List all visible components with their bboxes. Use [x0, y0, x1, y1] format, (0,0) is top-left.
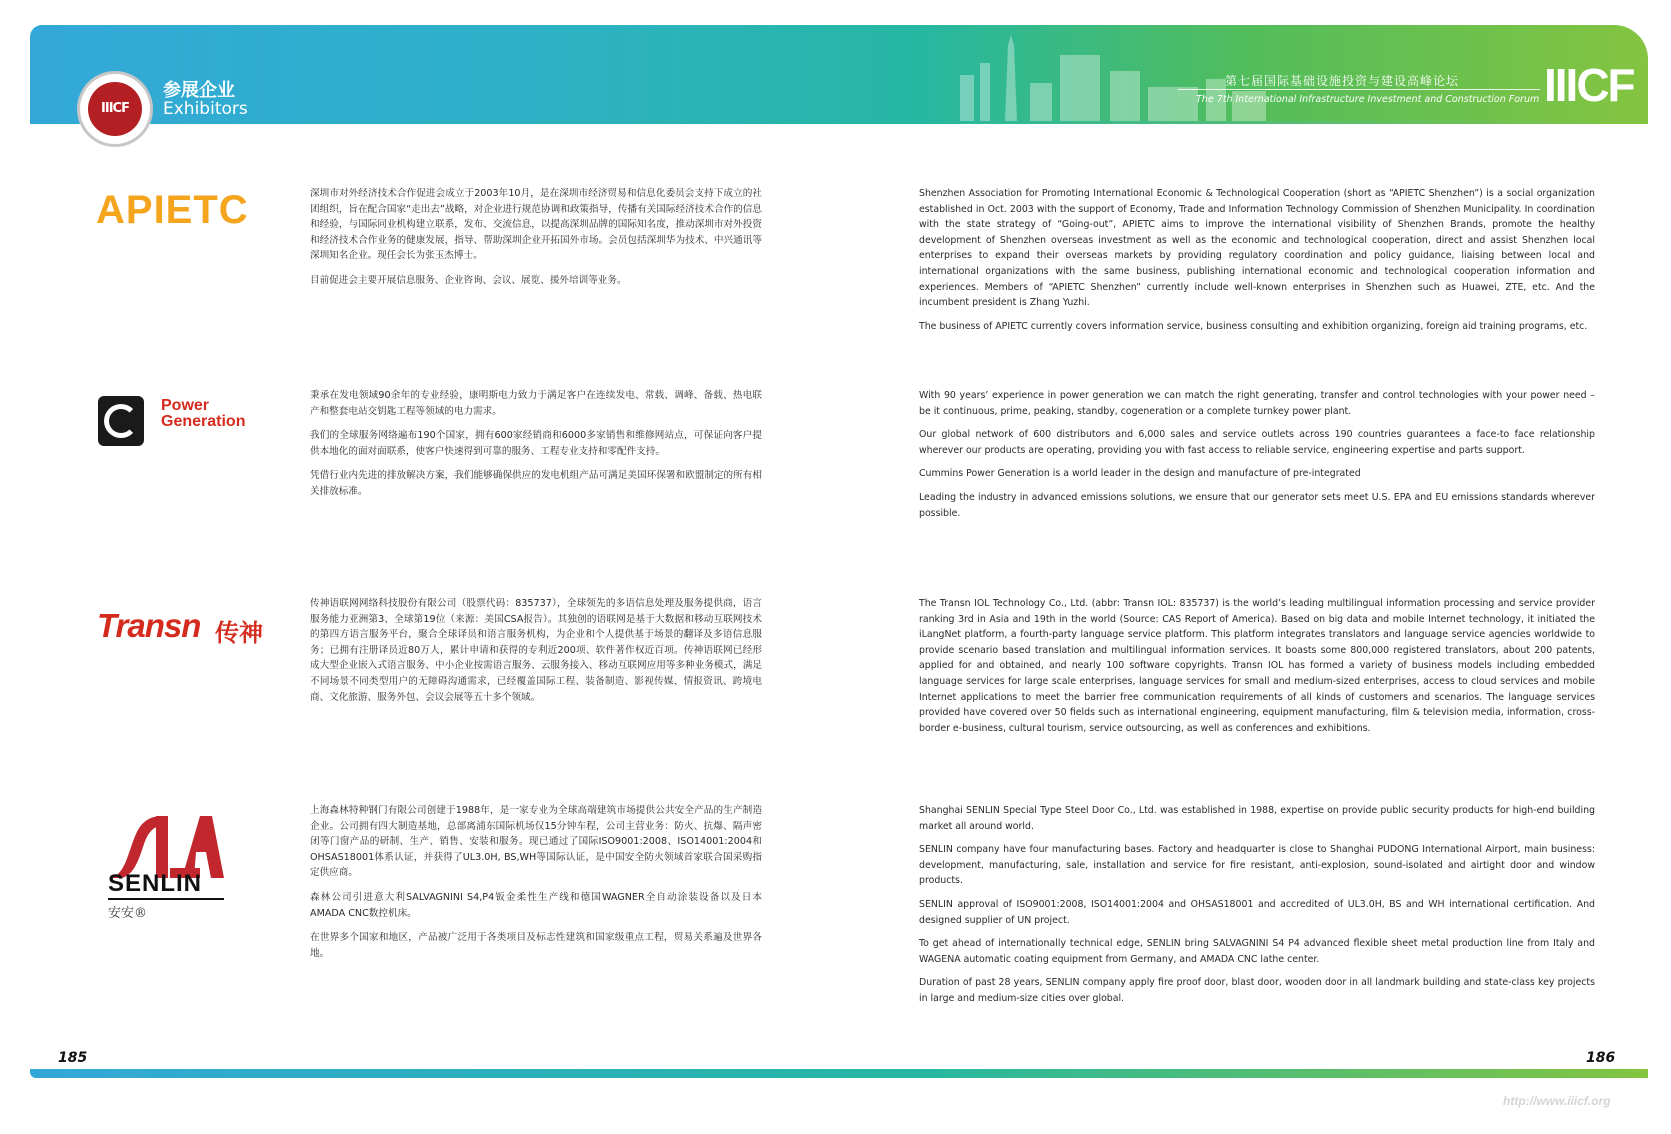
cummins-logo-mark — [98, 396, 144, 446]
page-number-right: 186 — [1586, 1050, 1616, 1066]
paragraph: SENLIN approval of ISO9001:2008, ISO14001:2004 and OHSAS18001 and accredited of UL3.0H, BS and WH international certification. And designed supplier of UN project. — [919, 898, 1595, 926]
paragraph: 深圳市对外经济技术合作促进会成立于2003年10月，是在深圳市经济贸易和信息化委员会支持下成立的社团组织，旨在配合国家“走出去”战略，对企业进行规范协调和政策指导，传播有关国际经济技术合作的信息和经验，与国际同业机构建立联系，发布、交流信息，以提高深圳品牌的国际知名度，推动深圳市对外投资和经济技术合作业务的健康发展，指导、帮助深圳企业开拓国外市场。会员包括深圳华为技术、中兴通讯等深圳知名企业。现任会长为张玉杰博士。 — [310, 188, 762, 262]
brand-logo-text: IIICF — [1544, 59, 1634, 111]
paragraph: 上海森林特种钢门有限公司创建于1988年，是一家专业为全球高端建筑市场提供公共安全产品的生产制造企业。公司拥有四大制造基地，总部离浦东国际机场仅15分钟车程，公司主营业务：防火、抗爆、隔声密闭等门窗产品的研制、生产、销售、安装和服务。现已通过了国际ISO9001:2008、ISO14001:2004和OHSAS18001体系认证，并获得了UL3.0H, BS,WH等国际认证，是中国安全防火领域首家联合国采购指定供应商。 — [310, 805, 762, 879]
paragraph: SENLIN company have four manufacturing bases. Factory and headquarter is close to Shanghai PUDONG International Airport, main business: development, manufacturing, sale, installation and service for fire resistant, anti-explosion, sound-isolated and airtight door and window products. — [919, 844, 1595, 887]
page-number-left: 185 — [58, 1050, 88, 1066]
senlin-description-cn — [310, 803, 762, 970]
paragraph: 我们的全球服务网络遍布190个国家，拥有600家经销商和6000多家销售和维修网站点，可保证向客户提供本地化的面对面联系，使客户快速得到可靠的服务、工程专业支持和零配件支持。 — [310, 430, 762, 457]
header-underline — [30, 121, 1648, 124]
senlin-logo: SENLIN — [108, 870, 203, 897]
section-title-en: Exhibitors — [163, 99, 248, 119]
paragraph: 凭借行业内先进的排放解决方案，我们能够确保供应的发电机组产品可满足美国环保署和欧盟制定的所有相关排放标准。 — [310, 470, 762, 497]
power-generation-logo — [161, 398, 245, 430]
paragraph: Leading the industry in advanced emissions solutions, we ensure that our generator sets meet U.S. EPA and EU emissions standards wherever possible. — [919, 491, 1595, 519]
paragraph: 在世界多个国家和地区，产品被广泛用于各类项目及标志性建筑和国家级重点工程，贸易关系遍及世界各地。 — [310, 932, 762, 959]
cummins-description-cn — [310, 388, 762, 509]
forum-title-cn: 第七届国际基础设施投资与建设高峰论坛 — [1225, 74, 1460, 88]
city-skyline-graphic — [950, 25, 1270, 121]
iiicf-badge-logo — [80, 74, 150, 144]
senlin-description-en — [919, 803, 1595, 1015]
paragraph: Duration of past 28 years, SENLIN company apply fire proof door, blast door, wooden door in all landmark building and state-class key projects in large and medium-size cities over global. — [919, 977, 1595, 1004]
paragraph: Shenzhen Association for Promoting International Economic & Technological Cooperation (short as “APIETC Shenzhen”) is a social organization established in Oct. 2003 with the support of Economy, Trade and Information Technology Commission of Shenzhen Municipality. In coordination with the state strategy of “Going-out”, APIETC aims to improve the international visibility of Shenzhen Brands, promote the healthy development of Shenzhen overseas investment as well as the economic and technological cooperation, direct and assist Shenzhen local enterprises to expand their overseas markets by providing regulatory coordination and policy guidance, liaising between local and international organizations with the same business, publishing international economic and technological cooperation information and experiences. Members of “APIETC Shenzhen” currently include well-known enterprises in Shenzhen such as Huawei, ZTE, etc. And the incumbent president is Zhang Yuzhi. — [919, 188, 1595, 309]
apietc-description-cn — [310, 186, 762, 298]
paragraph: 森林公司引进意大利SALVAGNINI S4,P4钣金柔性生产线和德国WAGNER全自动涂装设备以及日本AMADA CNC数控机床。 — [310, 891, 762, 919]
senlin-logo-cn: 安安® — [108, 906, 148, 921]
footer-url[interactable]: http://www.iiicf.org — [1503, 1094, 1611, 1108]
paragraph: Shanghai SENLIN Special Type Steel Door Co., Ltd. was established in 1988, expertise on provide public security products for high-end building market all around world. — [919, 805, 1595, 832]
paragraph: 目前促进会主要开展信息服务、企业咨询、会议、展览、援外培训等业务。 — [310, 274, 627, 286]
transn-description-cn — [310, 596, 762, 714]
paragraph: Our global network of 600 distributors and 6,000 sales and service outlets across 190 countries guarantees a face-to face relationship wherever our products are operating, providing you with fast access to reliable service, engineering expertise and parts support. — [919, 429, 1595, 456]
paragraph: 传神语联网网络科技股份有限公司（股票代码：835737），全球领先的多语信息处理及服务提供商，语言服务能力亚洲第3、全球第19位（来源：美国CSA报告）。其独创的语联网是基于大数据和移动互联网技术的第四方语言服务平台，聚合全球译员和语言服务机构，为企业和个人提供基于场景的翻译及多语信息服务；已拥有注册译员近80万人，累计申请和获得的专利近200项、软件著作权近百项。传神语联网已经形成大型企业嵌入式语言服务、中小企业按需语言服务、云服务接入、移动互联网应用等多种业务模式，满足不同场景不同类型用户的无障碍沟通需求，已经覆盖国际工程、装备制造、影视传媒、情报资讯、跨境电商、文化旅游、服务外包、会议会展等五十多个领域。 — [310, 598, 762, 703]
paragraph: 秉承在发电领域90余年的专业经验，康明斯电力致力于满足客户在连续发电、常载、调峰、备载、热电联产和整套电站交钥匙工程等领域的电力需求。 — [310, 390, 762, 417]
apietc-logo: APIETC — [96, 188, 249, 232]
paragraph: To get ahead of internationally technical edge, SENLIN bring SALVAGNINI S4 P4 advanced flexible sheet metal production line from Italy and WAGENA automatic coating equipment from Germany, and AMADA CNC lathe center. — [919, 938, 1595, 965]
logo-word: Power — [161, 397, 210, 414]
badge-text: IIICF — [101, 101, 129, 116]
transn-logo: Transn — [97, 607, 201, 644]
apietc-description-en — [919, 186, 1595, 342]
cummins-description-en — [919, 388, 1595, 529]
forum-title-en: The 7th International Infrastructure Investment and Construction Forum — [1196, 94, 1540, 105]
paragraph: The Transn IOL Technology Co., Ltd. (abbr: Transn IOL: 835737) is the world’s leading multilingual information processing and service provider ranking 3rd in Asia and 19th in the world (Source: CAS Report of America). Based on big data and mobile Internet technology, it initiated the iLangNet platform, a fourth-party language service platform. This platform integrates translators and language service agencies worldwide to provide scenario based translation and multilingual information services. It boasts some 800,000 registered translators, about 200 patents, applied for and obtained, and nearly 100 software copyrights. Transn IOL has formed a variety of business models including embedded language services for large scale enterprises, language services for small and medium-sized enterprises, access to cloud services and mobile Internet applications to meet the barrier free communication requirements of all kinds of customers and scenarios. The language services provided have covered over 50 fields such as international engineering, equipment manufacturing, film & television media, information, cross-border e-business, cultural tourism, service outsourcing, as well as conferences and exhibitions. — [919, 598, 1595, 734]
paragraph: The business of APIETC currently covers information service, business consulting and exhibition organizing, foreign aid training programs, etc. — [919, 320, 1588, 332]
section-title-cn: 参展企业 — [163, 80, 235, 101]
paragraph: With 90 years’ experience in power generation we can match the right generating, transfer and control technologies with your power need – be it continuous, prime, peaking, standby, cogeneration or a complete turnkey power plant. — [919, 390, 1595, 417]
transn-logo-cn: 传神 — [215, 619, 263, 647]
forum-divider — [1178, 89, 1540, 90]
paragraph: Cummins Power Generation is a world leader in the design and manufacture of pre-integrated — [919, 468, 1361, 480]
senlin-logo-rule — [108, 898, 224, 900]
logo-word: Generation — [161, 413, 246, 430]
transn-description-en — [919, 596, 1595, 744]
footer-bar — [30, 1069, 1648, 1078]
